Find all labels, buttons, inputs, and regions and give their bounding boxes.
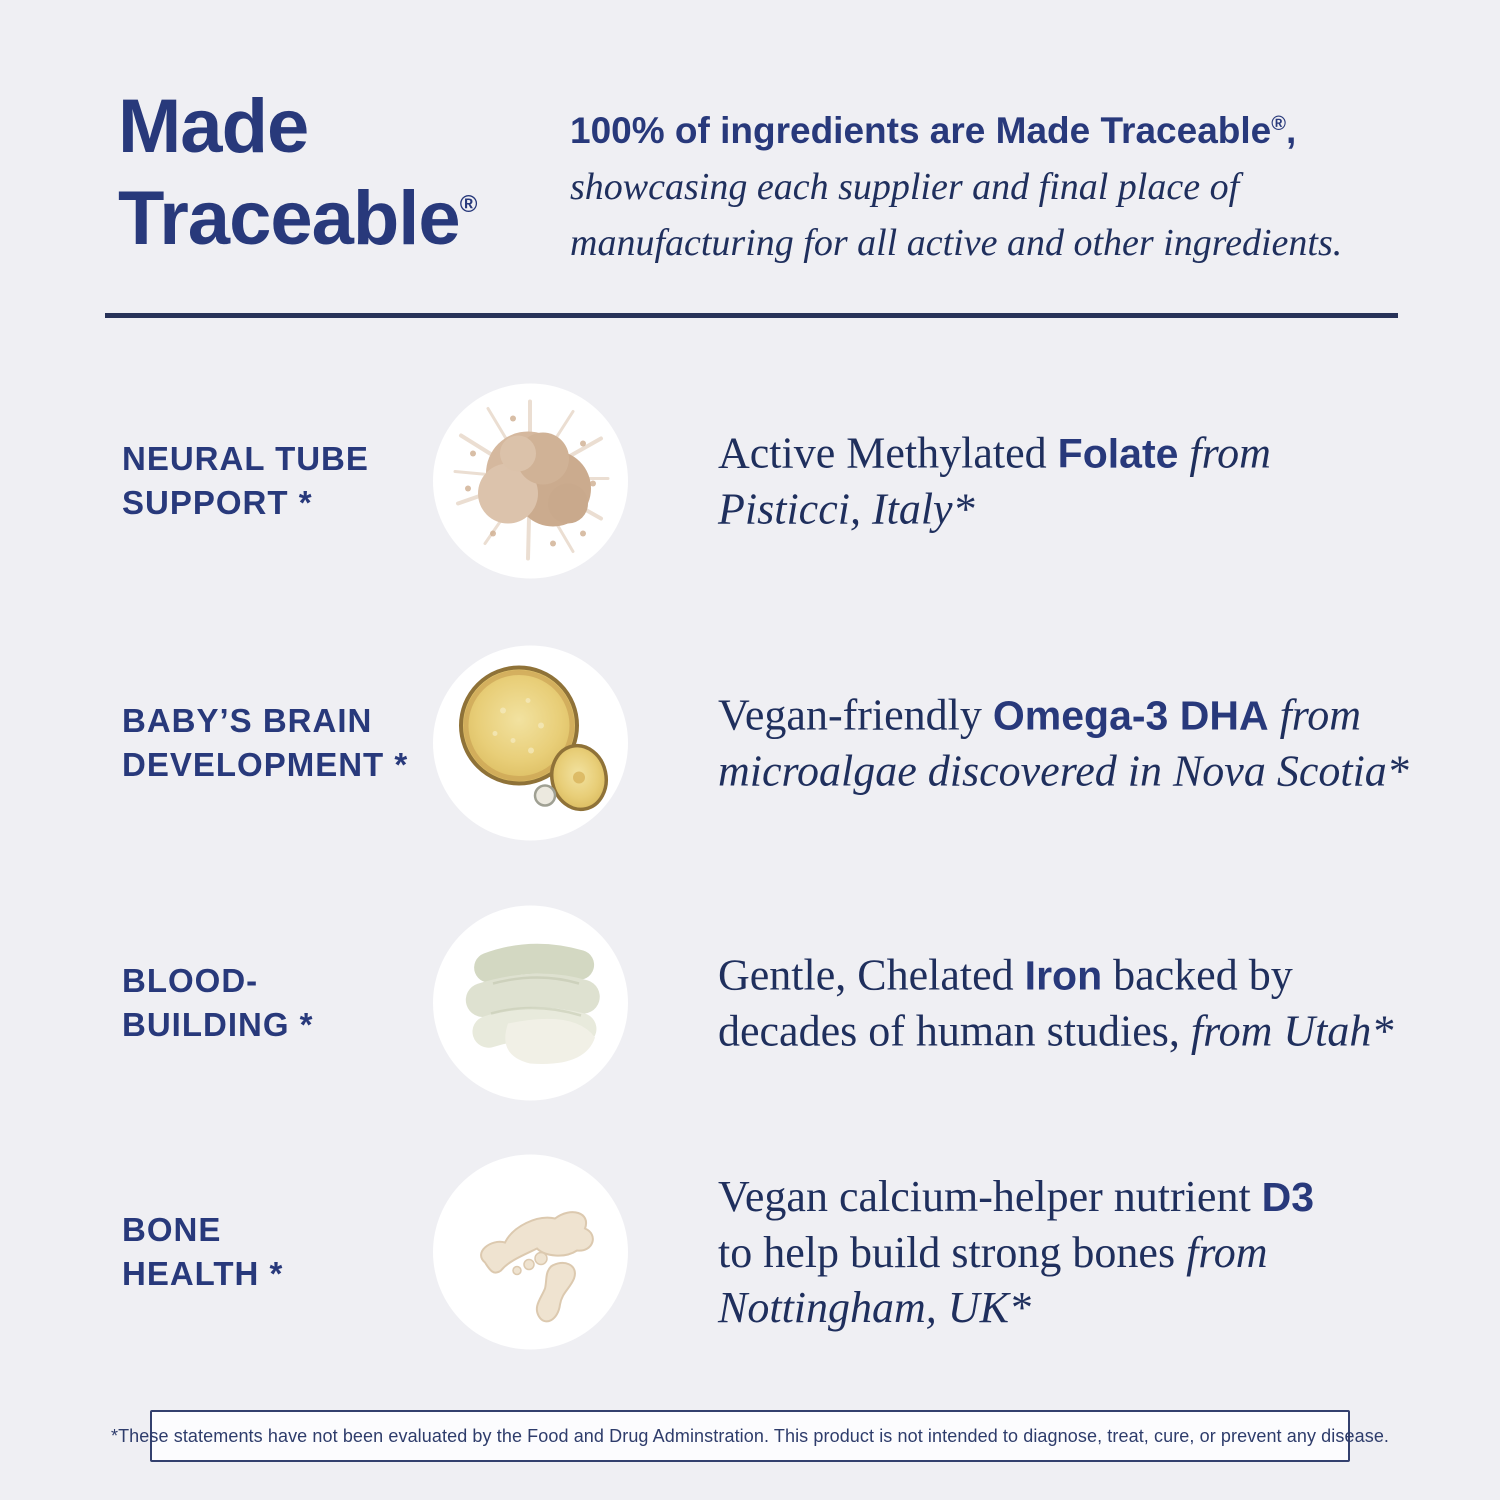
ingredient-description xyxy=(718,687,1409,798)
text-segment: , xyxy=(1285,110,1297,151)
text-segment: Nottingham, UK* xyxy=(718,1283,1031,1332)
text-segment: D3 xyxy=(1261,1174,1315,1220)
ingredient-row-iron xyxy=(0,905,1500,1100)
folate-powder-icon xyxy=(433,383,628,578)
text-segment: Gentle, Chelated xyxy=(718,950,1025,999)
iron-cream-icon xyxy=(433,905,628,1100)
benefit-label xyxy=(122,959,314,1047)
text-segment: from xyxy=(1186,1228,1268,1277)
text-segment: to help build strong bones xyxy=(718,1228,1187,1277)
text-segment: backed by xyxy=(1102,950,1293,999)
text-segment: showcasing each supplier and final place of xyxy=(570,166,1240,208)
page-title xyxy=(118,84,478,261)
fda-disclaimer-box xyxy=(110,1410,1390,1462)
benefit-label-line1: NEURAL TUBE xyxy=(122,439,369,477)
ingredient-image-circle xyxy=(433,905,628,1100)
d3-liquid-icon xyxy=(433,1155,628,1350)
ingredient-description xyxy=(718,947,1393,1058)
ingredient-row-omega3 xyxy=(0,645,1500,840)
ingredient-row-d3 xyxy=(0,1152,1500,1352)
text-segment: Active Methylated xyxy=(718,428,1058,477)
ingredient-image-circle xyxy=(433,383,628,578)
text-segment: Vegan-friendly xyxy=(718,690,993,739)
ingredient-image-circle xyxy=(433,645,628,840)
text-segment: Iron xyxy=(1024,952,1103,998)
benefit-label xyxy=(122,1208,283,1296)
text-segment xyxy=(1269,690,1280,739)
benefit-label xyxy=(122,699,408,787)
text-segment: microalgae discovered in Nova Scotia* xyxy=(718,746,1409,795)
text-segment: Folate xyxy=(1057,430,1179,476)
benefit-label xyxy=(122,437,369,525)
ingredient-row-folate xyxy=(0,383,1500,578)
text-segment: manufacturing for all active and other ingredients. xyxy=(570,222,1343,264)
benefit-label-line2: DEVELOPMENT * xyxy=(122,745,409,783)
fda-disclaimer-text: *These statements have not been evaluated by the Food and Drug Adminstration. This product is not intended to diagnose, treat, cure, or prevent any disease. xyxy=(110,1425,1390,1446)
omega3-oil-icon xyxy=(433,645,628,840)
text-segment: ® xyxy=(1271,113,1286,135)
benefit-label-line2: HEALTH * xyxy=(122,1255,284,1292)
ingredient-description xyxy=(718,1169,1314,1335)
title-line-1: Made xyxy=(118,84,309,169)
text-segment xyxy=(1178,428,1189,477)
text-segment: from xyxy=(1279,690,1362,739)
horizontal-divider xyxy=(105,313,1398,318)
text-segment: Vegan calcium-helper nutrient xyxy=(718,1172,1262,1221)
benefit-label-line1: BONE xyxy=(122,1211,222,1248)
ingredient-description xyxy=(718,425,1271,536)
intro-paragraph xyxy=(570,100,1342,275)
benefit-label-line1: BLOOD- xyxy=(122,961,259,999)
benefit-label-line2: SUPPORT * xyxy=(122,483,313,521)
registered-trademark-icon: ® xyxy=(459,191,478,218)
text-segment: Omega-3 DHA xyxy=(992,692,1269,738)
text-segment: decades of human studies, xyxy=(718,1006,1191,1055)
text-segment: from xyxy=(1189,428,1271,477)
benefit-label-line1: BABY’S BRAIN xyxy=(122,701,373,739)
text-segment: from Utah* xyxy=(1190,1006,1394,1055)
text-segment: 100% of ingredients are Made Traceable xyxy=(570,110,1272,151)
text-segment: Pisticci, Italy* xyxy=(718,484,975,533)
benefit-label-line2: BUILDING * xyxy=(122,1005,314,1043)
title-line-2: Traceable xyxy=(118,176,460,261)
ingredient-image-circle xyxy=(433,1155,628,1350)
